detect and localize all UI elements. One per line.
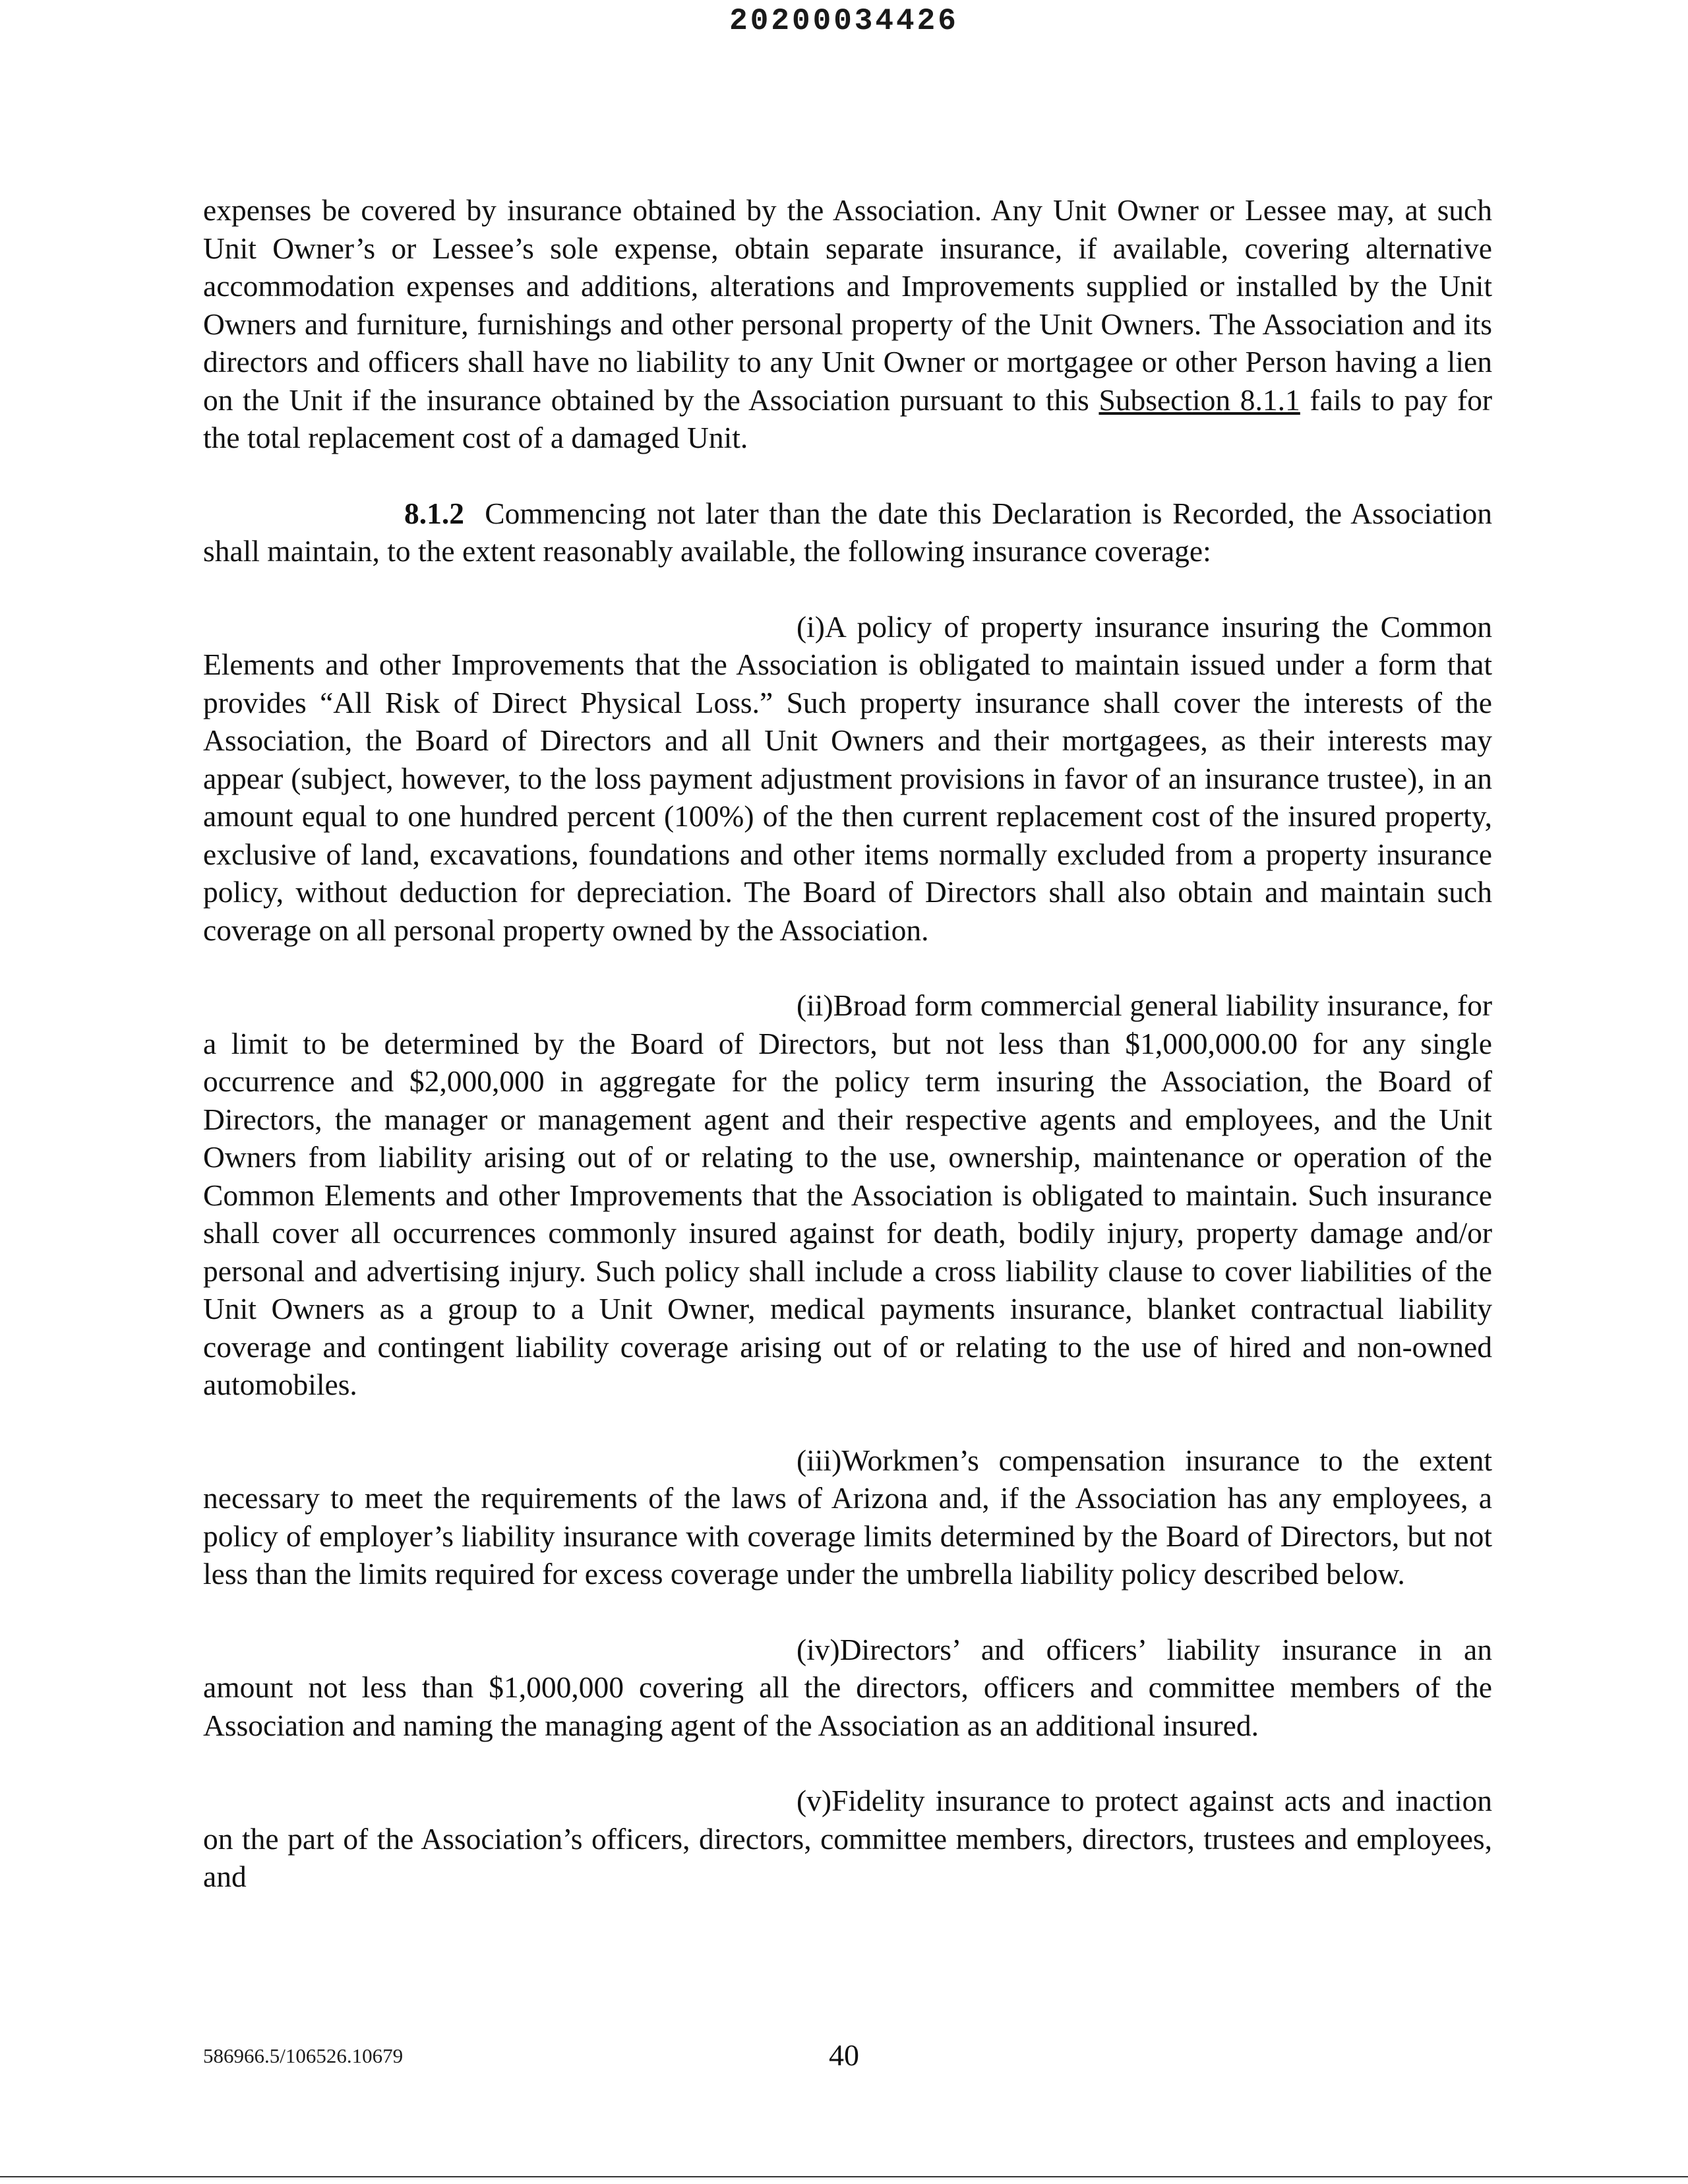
item-number: (iv) <box>797 1632 840 1666</box>
subsection-reference: Subsection 8.1.1 <box>1099 382 1300 417</box>
paragraph-text-end: fails to pay for the total replacement cost of a damaged Unit. <box>203 382 1493 454</box>
item-number: (v) <box>797 1784 832 1817</box>
item-number: (iii) <box>797 1443 842 1477</box>
item-text: Broad form commercial general liability insurance, for a limit to be determined by the Board of Directors, but not less than $1,000,000.00 for any single occurrence and $2,000,000 in aggregate for the policy term insuring the Association, the Board of Directors, the manager or management agent and their respective agents and employees, and the Unit Owners from liability arising out of or relating to the use, ownership, maintenance or operation of the Common Elements and other Improvements that the Association is obligated to maintain. Such insurance shall cover all occurrences commonly insured against for death, bodily injury, property damage and/or personal and advertising injury. Such policy shall include a cross liability clause to cover liabilities of the Unit Owners as a group to a Unit Owner, medical payments insurance, blanket contractual liability coverage and contingent liability coverage arising out of or relating to the use of hired and non-owned automobiles. <box>203 988 1492 1401</box>
section-8-1-2 <box>203 495 1492 570</box>
item-text: A policy of property insurance insuring the Common Elements and other Improvements that the Association is obligated to maintain issued under a form that provides “All Risk of Direct Physical Loss.” Such property insurance shall cover the interests of the Association, the Board of Directors and all Unit Owners and their mortgagees, as their interests may appear (subject, however, to the loss payment adjustment provisions in favor of an insurance trustee), in an amount equal to one hundred percent (100%) of the then current replacement cost of the insured property, exclusive of land, excavations, foundations and other items normally excluded from a property insurance policy, without deduction for depreciation. The Board of Directors shall also obtain and maintain such coverage on all personal property owned by the Association. <box>203 609 1492 947</box>
item-number: (ii) <box>797 988 833 1022</box>
section-text: Commencing not later than the date this Declaration is Recorded, the Association shall maintain, to the extent reasonably available, the following insurance coverage: <box>203 496 1493 568</box>
list-item <box>203 986 1492 1404</box>
footer-document-id: 586966.5/106526.10679 <box>203 2044 404 2067</box>
item-number: (i) <box>797 609 825 644</box>
section-number: 8.1.2 <box>404 496 464 530</box>
item-text: Fidelity insurance to protect against acts and inaction on the part of the Association’s officers, directors, committee members, directors, trustees and employees, and <box>203 1784 1492 1893</box>
bottom-divider <box>0 2176 1688 2177</box>
item-text: Directors’ and officers’ liability insurance in an amount not less than $1,000,000 covering all the directors, officers and committee members of the Association and naming the managing agent of the Association as an additional insured. <box>203 1632 1492 1742</box>
list-item <box>203 1441 1492 1593</box>
list-item <box>203 1782 1492 1896</box>
paragraph-continuation <box>203 191 1492 457</box>
list-item <box>203 608 1492 950</box>
paragraph-text: expenses be covered by insurance obtained by the Association. Any Unit Owner or Lessee may, at such Unit Owner’s or Lessee’s sole expense, obtain separate insurance, if available, covering alternative accommodation expenses and additions, alterations and Improvements supplied or installed by the Unit Owners and furniture, furnishings and other personal property of the Unit Owners. The Association and its directors and officers shall have no liability to any Unit Owner or mortgagee or other Person having a lien on the Unit if the insurance obtained by the Association pursuant to this <box>203 193 1492 417</box>
page-number: 40 <box>829 2038 859 2072</box>
document-body <box>203 191 1492 1896</box>
item-text: Workmen’s compensation insurance to the extent necessary to meet the requirements of the laws of Arizona and, if the Association has any employees, a policy of employer’s liability insurance with coverage limits determined by the Board of Directors, but not less than the limits required for excess coverage under the umbrella liability policy described below. <box>203 1443 1492 1591</box>
list-item <box>203 1631 1492 1745</box>
recording-number: 20200034426 <box>729 4 959 38</box>
